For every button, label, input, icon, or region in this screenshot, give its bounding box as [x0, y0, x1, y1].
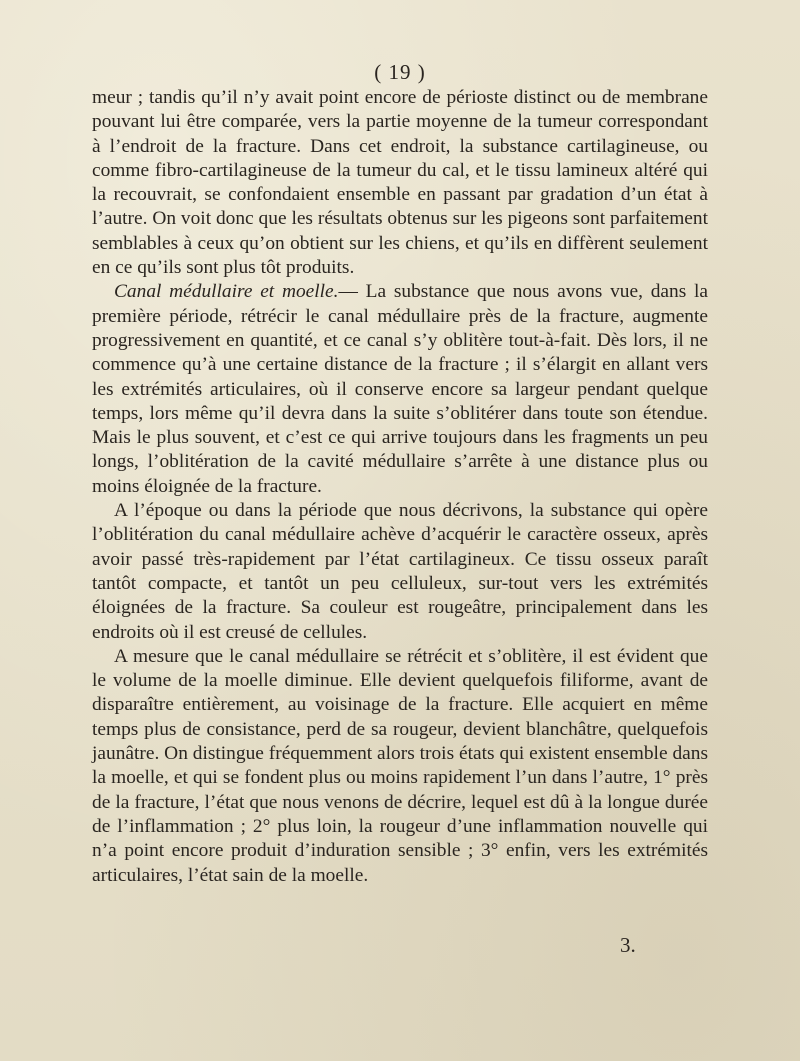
section-heading: Canal médullaire et moelle.	[114, 281, 339, 303]
body-text	[92, 86, 708, 888]
page-number: ( 19 )	[374, 60, 426, 84]
paragraph-3: A l’époque ou dans la période que nous décrivons, la substance qui opère l’oblitération du canal médullaire achève d’acquérir le caractère osseux, après avoir passé très-rapidement par l’état cartilagineux. Ce tissu osseux paraît tantôt compacte, et tantôt un peu celluleux, sur-tout vers les extrémités éloignées de la fracture. Sa couleur est rougeâtre, principalement dans les endroits où il est creusé de cellules.	[92, 500, 708, 643]
signature-mark: 3.	[620, 933, 636, 957]
paragraph-4: A mesure que le canal médullaire se rétrécit et s’oblitère, il est évident que le volume de la moelle diminue. Elle devient quelquefois filiforme, avant de disparaître entièrement, au voisinage de la fracture. Elle acquiert en même temps plus de consistance, perd de sa rougeur, devient blanchâtre, quelquefois jaunâtre. On distingue fréquemment alors trois états qui existent ensemble dans la moelle, et qui se fondent plus ou moins rapidement l’un dans l’autre, 1° près de la fracture, l’état que nous venons de décrire, lequel est dû à la longue durée de l’inflammation ; 2° plus loin, la rougeur d’une inflammation nouvelle qui n’a point encore produit d’induration sensible ; 3° enfin, vers les extrémités articulaires, l’état sain de la moelle.	[92, 645, 708, 886]
paragraph-2	[92, 280, 708, 499]
paragraph-1: meur ; tandis qu’il n’y avait point encore de périoste distinct ou de membrane pouvant lui être comparée, vers la partie moyenne de la tumeur correspondant à l’endroit de la fracture. Dans cet endroit, la substance cartilagineuse, ou comme fibro-cartilagineuse de la tumeur du cal, et le tissu lamineux altéré qui la recouvrait, se confondaient ensemble en passant par gradation d’un état à l’autre. On voit donc que les résultats obtenus sur les pigeons sont parfaitement semblables à ceux qu’on obtient sur les chiens, et qu’ils en diffèrent seulement en ce qu’ils sont plus tôt produits.	[92, 87, 708, 279]
paragraph-2-body: — La substance que nous avons vue, dans la première période, rétrécir le canal médullaire près de la fracture, augmente progressivement en quantité, et ce canal s’y oblitère tout-à-fait. Dès lors, il ne commence qu’à une certaine distance de la fracture ; il s’élargit en allant vers les extrémités articulaires, où il conserve encore sa largeur pendant quelque temps, lors même qu’il devra dans la suite s’oblitérer dans toute son étendue. Mais le plus souvent, et c’est ce qui arrive toujours dans les fragments un peu longs, l’oblitération de la cavité médullaire s’arrête à une distance plus ou moins éloignée de la fracture.	[92, 281, 708, 497]
